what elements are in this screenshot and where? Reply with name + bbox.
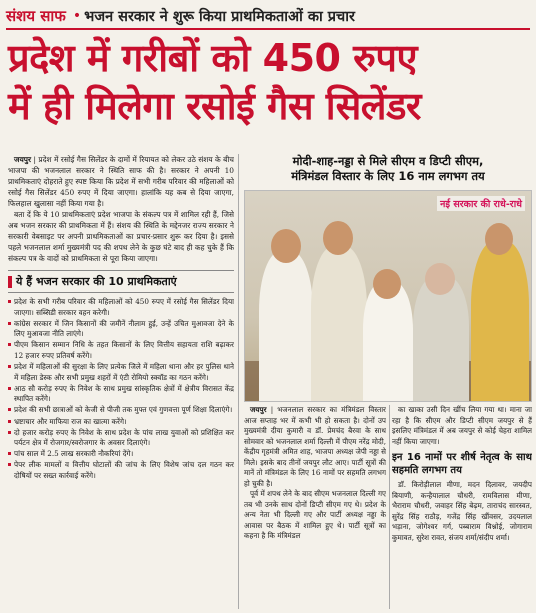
photo-figure	[259, 251, 313, 401]
list-item: प्रदेश की सभी छात्राओं को केजी से पीजी तक मुफ्त एवं गुणवत्ता पूर्ण शिक्षा दिलाएंगे।	[8, 405, 234, 416]
list-item: पांच साल में 2.5 लाख सरकारी नौकरियां देंगे।	[8, 449, 234, 460]
photo-figure-head	[271, 229, 301, 263]
right-paragraph-1	[244, 405, 386, 489]
heading-bar-icon	[8, 276, 12, 288]
column-divider	[389, 405, 390, 609]
header-strip	[6, 4, 530, 30]
left-body-text: | प्रदेश में रसोई गैस सिलेंडर के दामों में रियायत को लेकर उठे संशय के बीच भाजपा की भजनलाल सरकार ने स्थिति साफ की है। सरकार ने अपनी 10 प्राथमिकताएं दोहराते हुए स्पष्ट किया कि प्रदेश में सभी गरीब परिवार की महिलाओं को रसोई गैस सिलेंडर 450 रुपए में दिया जाएगा। हालांकि यह कब से दिया जाएगा, फिलहाल खुलासा नहीं किया गया है।	[8, 155, 234, 208]
list-item: दो हजार करोड़ रुपए के निवेश के साथ प्रदेश के पांच लाख युवाओं को प्रशिक्षित कर पर्यटन क्षेत्र में रोजगार/स्वरोजगार के अवसर दिलाएंगे।	[8, 428, 234, 449]
left-article-body	[8, 154, 234, 264]
section-tag: संशय साफ	[6, 7, 66, 25]
names-list: डॉ. किरोड़ीलाल मीणा, मदन दिलावर, जयदीप बियाणी, कन्हैयालाल चौधरी, रामविलास मीणा, भैराराम चौधरी, जवाहर सिंह बेढ़म, ताराचंद सारस्वत, सुरेंद्र सिंह राठौड़, गजेंद्र सिंह खींवसर, उदयलाल भड़ाना, जोगेश्वर गर्ग, पब्बाराम विश्नोई, जोगाराम कुमावत, सुरेश रावत, संजय शर्मा/संदीप शर्मा।	[392, 480, 532, 542]
right-headline	[244, 154, 532, 184]
right-article-column-2	[392, 405, 532, 609]
photo-figure-head	[373, 269, 401, 299]
headline-line-2: में ही मिलेगा रसोई गैस सिलेंडर	[8, 84, 421, 128]
photo-figure-head	[425, 263, 455, 295]
main-headline	[8, 34, 530, 130]
group-photo	[244, 190, 532, 402]
column-divider	[238, 154, 239, 609]
priorities-heading	[8, 270, 234, 293]
photo-figure-head	[485, 223, 513, 255]
left-dateline: जयपुर	[14, 155, 31, 164]
photo-caption: नई सरकार की राधे-राधे	[437, 196, 525, 211]
photo-figure-head	[323, 221, 353, 255]
headline-line-1: प्रदेश में गरीबों को 450 रुपए	[8, 36, 417, 80]
list-item: पेपर लीक मामलों व वित्तीय घोटालों की जांच के लिए विशेष जांच दल गठन कर दोषियों पर सख्त कार्रवाई करेंगे।	[8, 460, 234, 481]
left-paragraph-1	[8, 154, 234, 209]
list-item: कांग्रेस सरकार में जिन किसानों की जमीनें नीलाम हुई, उन्हें उचित मुआवजा देने के लिए मुआवजा नीति लाएंगे।	[8, 319, 234, 340]
photo-figure	[363, 281, 413, 401]
right-headline-line-1: मोदी-शाह-नड्डा से मिले सीएम व डिप्टी सीएम,	[292, 154, 484, 168]
right-headline-line-2: मंत्रिमंडल विस्तार के लिए 16 नाम लगभग तय	[291, 169, 485, 183]
list-item: प्रदेश के सभी गरीब परिवार की महिलाओं को 450 रुपए में रसोई गैस सिलेंडर दिया जाएगा। सब्सिडी सरकार वहन करेगी।	[8, 297, 234, 318]
photo-figure	[471, 241, 529, 401]
right-paragraph-2: पूर्व में शपथ लेने के बाद सीएम भजनलाल दिल्ली गए तब भी उनके साथ दोनों डिप्टी सीएम गए थे। प्रदेश के अन्य नेता भी दिल्ली गए और पार्टी अध्यक्ष नड्डा के आवास पर बैठक में शामिल हुए थे। पार्टी सूत्रों का कहना है कि मंत्रिमंडल	[244, 489, 386, 540]
names-subheading: इन 16 नामों पर शीर्ष नेतृत्व के साथ सहमति लगभग तय	[392, 452, 532, 476]
priorities-list	[8, 297, 234, 482]
right-col2-body: का खाका उसी दिन खींच लिया गया था। माना जा रहा है कि सीएम और डिप्टी सीएम जयपुर से हैं इसलिए मंत्रिमंडल में अब जयपुर से कोई चेहरा शामिल नहीं किया जाएगा।	[392, 405, 532, 446]
list-item: पीएम किसान सम्मान निधि के तहत किसानों के लिए वित्तीय सहायता राशि बढ़ाकर 12 हजार रुपए प्रतिवर्ष करेंगे।	[8, 340, 234, 361]
right-col1-body: | भजनलाल सरकार का मंत्रिमंडल विस्तार आज सप्ताह भर में कभी भी हो सकता है। दोनों उप मुख्यमंत्री दीया कुमारी व डॉ. प्रेमचंद बैरवा के साथ सोमवार को भजनलाल शर्मा दिल्ली में पीएम नरेंद्र मोदी, केंद्रीय गृहमंत्री अमित शाह, भाजपा अध्यक्ष जेपी नड्डा से मिले। इसके बाद तीनों जयपुर लौट आए। पार्टी सूत्रों की मानें तो मंत्रिमंडल के लिए 16 नामों पर सहमति लगभग हो चुकी है।	[244, 405, 386, 488]
right-article-column-1	[244, 405, 386, 609]
header-separator: •	[72, 8, 82, 24]
list-item: प्रदेश में महिलाओं की सुरक्षा के लिए प्रत्येक जिले में महिला थाना और हर पुलिस थाने में महिला डेस्क और सभी प्रमुख शहरों में एंटी रोमियो स्क्वॉड का गठन करेंगे।	[8, 362, 234, 383]
list-item: भ्रष्टाचार और माफिया राज का खात्मा करेंगे।	[8, 417, 234, 428]
right-dateline: जयपुर	[250, 405, 267, 414]
priorities-heading-text: ये हैं भजन सरकार की 10 प्राथमिकताएं	[16, 275, 177, 288]
left-paragraph-2: बता दें कि ये 10 प्राथमिकताएं प्रदेश भाजपा के संकल्प पत्र में शामिल रही हैं, जिसे अब भजन सरकार की प्राथमिकता में हैं। संशय की स्थिति के मद्देनजर राज्य सरकार ने सरकारी वेबसाइट पर अपनी प्राथमिकताओं का प्रचार-प्रसार शुरू कर दिया है। इससे पहले भजनलाल शर्मा मुख्यमंत्री पद की शपथ लेने के कुछ घंटे बाद ही कह चुके हैं कि संकल्प पत्र के वादों को प्राथमिकता से पूरा किया जाएगा।	[8, 210, 234, 263]
list-item: आठ सौ करोड़ रुपए के निवेश के साथ प्रमुख सांस्कृतिक क्षेत्रों में क्षेत्रीय विरासत केंद्र स्थापित करेंगे।	[8, 384, 234, 405]
header-kicker: भजन सरकार ने शुरू किया प्राथमिकताओं का प्रचार	[84, 9, 355, 25]
photo-figure	[311, 246, 367, 401]
left-article	[8, 154, 234, 609]
